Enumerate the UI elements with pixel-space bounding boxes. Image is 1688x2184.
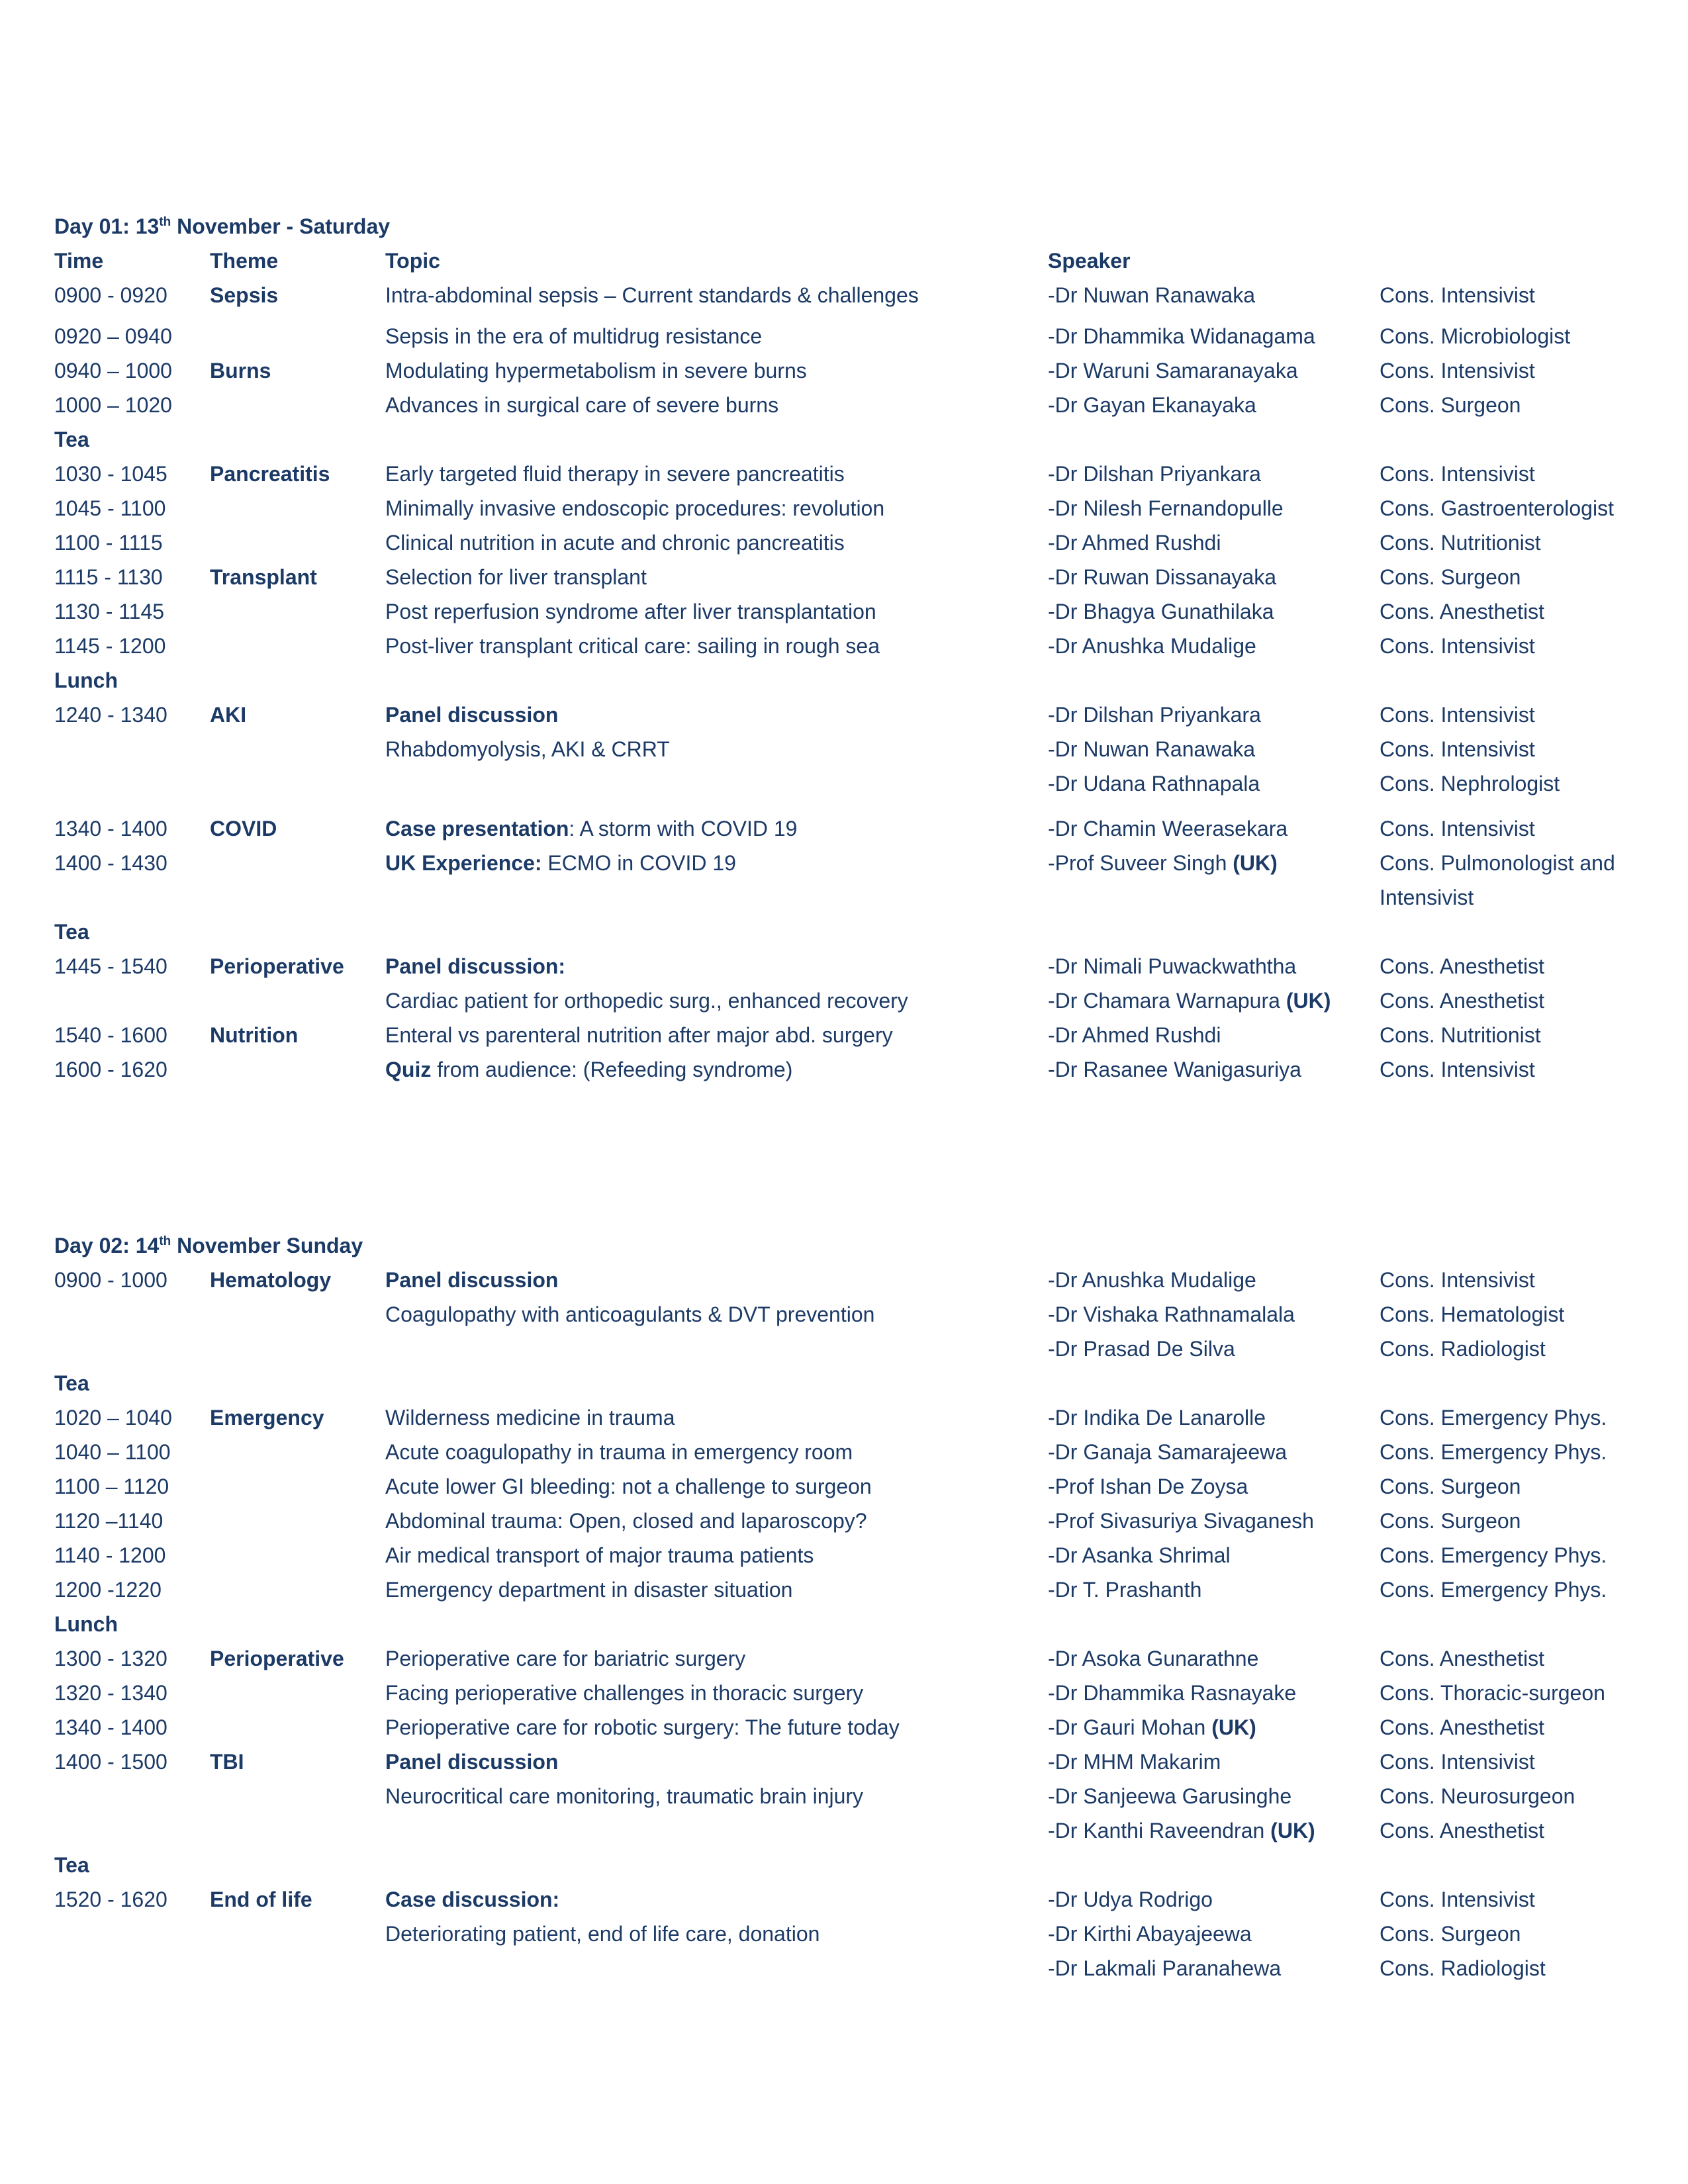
topic-text: ECMO in COVID 19 bbox=[541, 851, 736, 875]
day-title-text bbox=[54, 209, 390, 244]
speaker bbox=[1048, 1263, 1256, 1297]
speaker bbox=[1048, 1951, 1281, 1985]
schedule-row bbox=[0, 1951, 1688, 1985]
speaker-name: -Dr Anushka Mudalige bbox=[1048, 1268, 1256, 1292]
speaker bbox=[1048, 1538, 1231, 1572]
time-slot: 1320 - 1340 bbox=[54, 1681, 167, 1705]
speaker bbox=[1048, 457, 1261, 491]
theme-label: TBI bbox=[210, 1750, 244, 1774]
schedule-row bbox=[0, 1504, 1688, 1538]
speaker-role: Cons. Thoracic-surgeon bbox=[1380, 1681, 1605, 1705]
topic-text: Emergency department in disaster situation bbox=[385, 1578, 793, 1602]
topic bbox=[385, 698, 558, 732]
time-slot: 1140 - 1200 bbox=[54, 1543, 166, 1567]
speaker-name: -Dr T. Prashanth bbox=[1048, 1578, 1202, 1602]
time-slot: 1540 - 1600 bbox=[54, 1023, 167, 1047]
break-label: Tea bbox=[54, 1371, 89, 1395]
time-slot: 1400 - 1430 bbox=[54, 851, 167, 875]
speaker-role: Cons. Anesthetist bbox=[1380, 989, 1545, 1013]
topic bbox=[385, 1018, 893, 1052]
schedule-row bbox=[0, 811, 1688, 846]
topic-text: : A storm with COVID 19 bbox=[569, 817, 798, 841]
time-slot: 1030 - 1045 bbox=[54, 462, 167, 486]
time-slot: 0900 - 1000 bbox=[54, 1268, 167, 1292]
schedule-row bbox=[0, 1538, 1688, 1572]
speaker-name: -Prof Sivasuriya Sivaganesh bbox=[1048, 1509, 1314, 1533]
speaker-name: -Dr Nilesh Fernandopulle bbox=[1048, 496, 1284, 520]
speaker-name: -Dr Gauri Mohan bbox=[1048, 1715, 1212, 1739]
schedule-row bbox=[0, 1400, 1688, 1435]
topic-text: Minimally invasive endoscopic procedures: revolution bbox=[385, 496, 885, 520]
speaker-name: -Dr Rasanee Wanigasuriya bbox=[1048, 1058, 1301, 1081]
topic-text: Deteriorating patient, end of life care, donation bbox=[385, 1922, 820, 1946]
speaker bbox=[1048, 698, 1261, 732]
speaker bbox=[1048, 1813, 1315, 1848]
topic-text: Clinical nutrition in acute and chronic pancreatitis bbox=[385, 531, 845, 555]
topic-emphasis: Case discussion: bbox=[385, 1888, 560, 1911]
speaker-role: Cons. Surgeon bbox=[1380, 1475, 1521, 1498]
speaker-role: Cons. Surgeon bbox=[1380, 393, 1521, 417]
speaker-name: -Dr Prasad De Silva bbox=[1048, 1337, 1235, 1361]
time-slot: 0900 - 0920 bbox=[54, 283, 167, 307]
speaker-name: -Dr Lakmali Paranahewa bbox=[1048, 1956, 1282, 1980]
day-title-main: Day 02: 14 bbox=[54, 1234, 160, 1257]
speaker bbox=[1048, 319, 1315, 353]
speaker-name: -Dr Asoka Gunarathne bbox=[1048, 1647, 1259, 1670]
speaker-role: Cons. Intensivist bbox=[1380, 737, 1535, 761]
speaker-role: Cons. Anesthetist bbox=[1380, 954, 1545, 978]
speaker-role: Cons. Neurosurgeon bbox=[1380, 1784, 1575, 1808]
break-label: Tea bbox=[54, 920, 89, 944]
topic-emphasis: UK Experience: bbox=[385, 851, 542, 875]
topic-text: Early targeted fluid therapy in severe pancreatitis bbox=[385, 462, 845, 486]
speaker-role: Cons. Surgeon bbox=[1380, 1922, 1521, 1946]
topic bbox=[385, 1263, 558, 1297]
day-title-sup: th bbox=[159, 215, 171, 229]
speaker bbox=[1048, 1917, 1252, 1951]
speaker-country-tag: (UK) bbox=[1211, 1715, 1256, 1739]
schedule-row bbox=[0, 388, 1688, 422]
schedule-row bbox=[0, 698, 1688, 732]
topic bbox=[385, 1052, 792, 1087]
topic bbox=[385, 846, 736, 880]
speaker bbox=[1048, 1332, 1235, 1366]
schedule-row bbox=[0, 594, 1688, 629]
topic-text: Acute coagulopathy in trauma in emergency room bbox=[385, 1440, 853, 1464]
speaker bbox=[1048, 1018, 1221, 1052]
topic-text: Facing perioperative challenges in thoracic surgery bbox=[385, 1681, 864, 1705]
break-row bbox=[0, 1607, 1688, 1641]
speaker-name: -Dr Nuwan Ranawaka bbox=[1048, 283, 1256, 307]
speaker-name: -Dr Ruwan Dissanayaka bbox=[1048, 565, 1277, 589]
topic bbox=[385, 525, 845, 560]
speaker-name: -Dr Nimali Puwackwaththa bbox=[1048, 954, 1297, 978]
topic-text: Neurocritical care monitoring, traumatic brain injury bbox=[385, 1784, 864, 1808]
time-slot: 1045 - 1100 bbox=[54, 496, 166, 520]
schedule-row bbox=[0, 1469, 1688, 1504]
speaker-role: Cons. Emergency Phys. bbox=[1380, 1578, 1607, 1602]
time-slot: 1240 - 1340 bbox=[54, 703, 167, 727]
break-row bbox=[0, 663, 1688, 698]
speaker-role: Cons. Intensivist bbox=[1380, 462, 1535, 486]
topic bbox=[385, 983, 908, 1018]
header-speaker: Speaker bbox=[1048, 249, 1131, 273]
speaker bbox=[1048, 1882, 1213, 1917]
time-slot: 1445 - 1540 bbox=[54, 954, 167, 978]
topic-text: Intra-abdominal sepsis – Current standards & challenges bbox=[385, 283, 919, 307]
speaker-name: -Dr Ahmed Rushdi bbox=[1048, 531, 1221, 555]
topic bbox=[385, 949, 565, 983]
schedule-row bbox=[0, 525, 1688, 560]
topic bbox=[385, 1882, 559, 1917]
topic bbox=[385, 629, 880, 663]
schedule-row bbox=[0, 1052, 1688, 1087]
speaker-role: Cons. Nephrologist bbox=[1380, 772, 1560, 796]
schedule-row bbox=[0, 1332, 1688, 1366]
topic-emphasis: Panel discussion bbox=[385, 1268, 559, 1292]
topic-emphasis: Quiz bbox=[385, 1058, 432, 1081]
day-title-main: Day 01: 13 bbox=[54, 214, 160, 238]
time-slot: 1115 - 1130 bbox=[54, 565, 163, 589]
schedule-row bbox=[0, 353, 1688, 388]
topic bbox=[385, 1469, 872, 1504]
topic bbox=[385, 319, 762, 353]
topic-text: Selection for liver transplant bbox=[385, 565, 647, 589]
speaker-role: Intensivist bbox=[1380, 886, 1474, 909]
topic-text: Sepsis in the era of multidrug resistance bbox=[385, 324, 763, 348]
time-slot: 1340 - 1400 bbox=[54, 1715, 167, 1739]
speaker-role: Cons. Anesthetist bbox=[1380, 1819, 1545, 1843]
schedule-row bbox=[0, 1297, 1688, 1332]
schedule-row bbox=[0, 983, 1688, 1018]
time-slot: 1600 - 1620 bbox=[54, 1058, 167, 1081]
speaker bbox=[1048, 388, 1256, 422]
speaker bbox=[1048, 846, 1278, 880]
header-topic: Topic bbox=[385, 249, 440, 273]
schedule-row bbox=[0, 278, 1688, 312]
break-label: Tea bbox=[54, 1853, 89, 1877]
schedule-row bbox=[0, 491, 1688, 525]
topic-text: Abdominal trauma: Open, closed and laparoscopy? bbox=[385, 1509, 867, 1533]
topic bbox=[385, 1435, 853, 1469]
speaker-country-tag: (UK) bbox=[1270, 1819, 1315, 1843]
schedule-row bbox=[0, 1018, 1688, 1052]
topic bbox=[385, 1297, 874, 1332]
speaker bbox=[1048, 1572, 1201, 1607]
time-slot: 1120 –1140 bbox=[54, 1509, 164, 1533]
topic bbox=[385, 491, 884, 525]
schedule-row bbox=[0, 560, 1688, 594]
header-time: Time bbox=[54, 249, 104, 273]
theme-label: Nutrition bbox=[210, 1023, 299, 1047]
speaker-name: -Prof Suveer Singh bbox=[1048, 851, 1233, 875]
topic bbox=[385, 1676, 863, 1710]
speaker-role: Cons. Pulmonologist and bbox=[1380, 851, 1615, 875]
topic bbox=[385, 1538, 814, 1572]
theme-label: End of life bbox=[210, 1888, 312, 1911]
speaker-role: Cons. Emergency Phys. bbox=[1380, 1406, 1607, 1430]
schedule-row bbox=[0, 766, 1688, 801]
topic-emphasis: Panel discussion bbox=[385, 703, 559, 727]
speaker bbox=[1048, 491, 1284, 525]
topic-text: Enteral vs parenteral nutrition after major abd. surgery bbox=[385, 1023, 893, 1047]
speaker-country-tag: (UK) bbox=[1286, 989, 1331, 1013]
speaker-name: -Dr Vishaka Rathnamalala bbox=[1048, 1302, 1295, 1326]
schedule-row bbox=[0, 1917, 1688, 1951]
speaker-name: -Dr Bhagya Gunathilaka bbox=[1048, 600, 1274, 623]
schedule-row bbox=[0, 1641, 1688, 1676]
topic bbox=[385, 732, 670, 766]
topic bbox=[385, 353, 807, 388]
schedule-row bbox=[0, 629, 1688, 663]
topic bbox=[385, 1572, 792, 1607]
speaker-role: Cons. Intensivist bbox=[1380, 359, 1535, 383]
speaker bbox=[1048, 525, 1221, 560]
topic bbox=[385, 457, 845, 491]
time-slot: 1040 – 1100 bbox=[54, 1440, 171, 1464]
theme-label: COVID bbox=[210, 817, 277, 841]
time-slot: 1300 - 1320 bbox=[54, 1647, 167, 1670]
speaker-name: -Dr Dilshan Priyankara bbox=[1048, 703, 1261, 727]
day-title bbox=[0, 209, 1688, 244]
topic bbox=[385, 1710, 900, 1745]
time-slot: 1400 - 1500 bbox=[54, 1750, 167, 1774]
speaker-name: -Dr Udya Rodrigo bbox=[1048, 1888, 1213, 1911]
schedule-header bbox=[0, 244, 1688, 278]
speaker-role: Cons. Emergency Phys. bbox=[1380, 1440, 1607, 1464]
time-slot: 1130 - 1145 bbox=[54, 600, 165, 623]
topic-text: Advances in surgical care of severe burns bbox=[385, 393, 779, 417]
topic-text: Post reperfusion syndrome after liver transplantation bbox=[385, 600, 876, 623]
day-title bbox=[0, 1228, 1688, 1263]
speaker bbox=[1048, 1504, 1314, 1538]
topic-text: Post-liver transplant critical care: sailing in rough sea bbox=[385, 634, 880, 658]
topic-text: Coagulopathy with anticoagulants & DVT prevention bbox=[385, 1302, 875, 1326]
schedule-row bbox=[0, 1676, 1688, 1710]
break-label: Tea bbox=[54, 428, 89, 451]
speaker-name: -Dr Kirthi Abayajeewa bbox=[1048, 1922, 1252, 1946]
theme-label: Pancreatitis bbox=[210, 462, 330, 486]
theme-label: Transplant bbox=[210, 565, 317, 589]
speaker-country-tag: (UK) bbox=[1233, 851, 1278, 875]
schedule-row bbox=[0, 1745, 1688, 1779]
speaker-name: -Prof Ishan De Zoysa bbox=[1048, 1475, 1248, 1498]
time-slot: 1200 -1220 bbox=[54, 1578, 162, 1602]
topic bbox=[385, 1400, 675, 1435]
theme-label: Burns bbox=[210, 359, 271, 383]
speaker-role: Cons. Surgeon bbox=[1380, 565, 1521, 589]
speaker-role: Cons. Nutritionist bbox=[1380, 1023, 1541, 1047]
speaker bbox=[1048, 1745, 1221, 1779]
day-title-text bbox=[54, 1228, 363, 1263]
speaker bbox=[1048, 766, 1260, 801]
topic-text: Rhabdomyolysis, AKI & CRRT bbox=[385, 737, 670, 761]
topic-emphasis: Case presentation bbox=[385, 817, 569, 841]
speaker-name: -Dr Dilshan Priyankara bbox=[1048, 462, 1261, 486]
topic bbox=[385, 1504, 867, 1538]
speaker-role: Cons. Anesthetist bbox=[1380, 1647, 1545, 1670]
speaker bbox=[1048, 1676, 1296, 1710]
header-theme: Theme bbox=[210, 249, 279, 273]
speaker-role: Cons. Intensivist bbox=[1380, 634, 1535, 658]
theme-label: AKI bbox=[210, 703, 247, 727]
theme-label: Sepsis bbox=[210, 283, 279, 307]
speaker-name: -Dr MHM Makarim bbox=[1048, 1750, 1221, 1774]
speaker bbox=[1048, 811, 1288, 846]
time-slot: 1000 – 1020 bbox=[54, 393, 172, 417]
schedule-row bbox=[0, 1435, 1688, 1469]
speaker-role: Cons. Intensivist bbox=[1380, 1268, 1535, 1292]
topic bbox=[385, 1745, 558, 1779]
schedule-row bbox=[0, 732, 1688, 766]
theme-label: Emergency bbox=[210, 1406, 324, 1430]
speaker-name: -Dr Udana Rathnapala bbox=[1048, 772, 1260, 796]
time-slot: 0940 – 1000 bbox=[54, 359, 172, 383]
break-label: Lunch bbox=[54, 1612, 118, 1636]
speaker-role: Cons. Gastroenterologist bbox=[1380, 496, 1614, 520]
speaker bbox=[1048, 732, 1255, 766]
speaker-name: -Dr Sanjeewa Garusinghe bbox=[1048, 1784, 1292, 1808]
schedule-row bbox=[0, 846, 1688, 880]
time-slot: 1145 - 1200 bbox=[54, 634, 166, 658]
speaker bbox=[1048, 1052, 1301, 1087]
topic-emphasis: Panel discussion bbox=[385, 1750, 559, 1774]
speaker-name: -Dr Ahmed Rushdi bbox=[1048, 1023, 1221, 1047]
speaker bbox=[1048, 1641, 1258, 1676]
break-row bbox=[0, 915, 1688, 949]
day-title-rest: November - Saturday bbox=[171, 214, 391, 238]
speaker-name: -Dr Dhammika Rasnayake bbox=[1048, 1681, 1297, 1705]
speaker bbox=[1048, 1710, 1256, 1745]
time-slot: 1100 – 1120 bbox=[54, 1475, 169, 1498]
speaker bbox=[1048, 353, 1298, 388]
speaker-name: -Dr Waruni Samaranayaka bbox=[1048, 359, 1298, 383]
speaker-role: Cons. Anesthetist bbox=[1380, 600, 1545, 623]
speaker-role: Cons. Surgeon bbox=[1380, 1509, 1521, 1533]
speaker-role: Cons. Intensivist bbox=[1380, 817, 1535, 841]
break-row bbox=[0, 422, 1688, 457]
speaker-role: Cons. Intensivist bbox=[1380, 1750, 1535, 1774]
day-title-rest: November Sunday bbox=[171, 1234, 363, 1257]
speaker bbox=[1048, 983, 1331, 1018]
schedule-row bbox=[0, 1779, 1688, 1813]
time-slot: 1100 - 1115 bbox=[54, 531, 163, 555]
break-row bbox=[0, 1848, 1688, 1882]
speaker-role: Cons. Radiologist bbox=[1380, 1337, 1546, 1361]
topic-text: Perioperative care for robotic surgery: The future today bbox=[385, 1715, 900, 1739]
speaker bbox=[1048, 1400, 1266, 1435]
break-label: Lunch bbox=[54, 668, 118, 692]
speaker-role: Cons. Anesthetist bbox=[1380, 1715, 1545, 1739]
speaker-name: -Dr Chamara Warnapura bbox=[1048, 989, 1286, 1013]
speaker-name: -Dr Gayan Ekanayaka bbox=[1048, 393, 1256, 417]
theme-label: Hematology bbox=[210, 1268, 332, 1292]
speaker bbox=[1048, 278, 1255, 312]
speaker-name: -Dr Chamin Weerasekara bbox=[1048, 817, 1288, 841]
theme-label: Perioperative bbox=[210, 1647, 344, 1670]
topic bbox=[385, 1917, 820, 1951]
schedule-row bbox=[0, 1882, 1688, 1917]
schedule-row bbox=[0, 1572, 1688, 1607]
topic-text: Acute lower GI bleeding: not a challenge to surgeon bbox=[385, 1475, 872, 1498]
topic-text: Air medical transport of major trauma patients bbox=[385, 1543, 814, 1567]
speaker bbox=[1048, 949, 1296, 983]
speaker bbox=[1048, 594, 1274, 629]
speaker bbox=[1048, 1469, 1248, 1504]
time-slot: 1340 - 1400 bbox=[54, 817, 167, 841]
day-title-sup: th bbox=[159, 1234, 171, 1248]
schedule-row bbox=[0, 949, 1688, 983]
topic bbox=[385, 1779, 863, 1813]
schedule-row bbox=[0, 319, 1688, 353]
speaker bbox=[1048, 1297, 1295, 1332]
topic bbox=[385, 388, 778, 422]
topic-text: from audience: (Refeeding syndrome) bbox=[431, 1058, 793, 1081]
topic-text: Modulating hypermetabolism in severe burns bbox=[385, 359, 807, 383]
topic-text: Perioperative care for bariatric surgery bbox=[385, 1647, 746, 1670]
speaker-name: -Dr Anushka Mudalige bbox=[1048, 634, 1256, 658]
schedule-row bbox=[0, 1263, 1688, 1297]
speaker-name: -Dr Dhammika Widanagama bbox=[1048, 324, 1315, 348]
speaker bbox=[1048, 560, 1276, 594]
topic bbox=[385, 594, 876, 629]
schedule-row bbox=[0, 1710, 1688, 1745]
topic-text: Wilderness medicine in trauma bbox=[385, 1406, 675, 1430]
speaker bbox=[1048, 1779, 1291, 1813]
speaker bbox=[1048, 629, 1256, 663]
topic bbox=[385, 1641, 745, 1676]
speaker-role: Cons. Intensivist bbox=[1380, 1058, 1535, 1081]
time-slot: 1020 – 1040 bbox=[54, 1406, 172, 1430]
schedule-row bbox=[0, 1813, 1688, 1848]
break-row bbox=[0, 1366, 1688, 1400]
speaker-name: -Dr Ganaja Samarajeewa bbox=[1048, 1440, 1288, 1464]
speaker-role: Cons. Intensivist bbox=[1380, 703, 1535, 727]
speaker-name: -Dr Indika De Lanarolle bbox=[1048, 1406, 1266, 1430]
speaker-name: -Dr Nuwan Ranawaka bbox=[1048, 737, 1256, 761]
speaker-role: Cons. Intensivist bbox=[1380, 1888, 1535, 1911]
topic bbox=[385, 811, 797, 846]
speaker-name: -Dr Asanka Shrimal bbox=[1048, 1543, 1231, 1567]
speaker bbox=[1048, 1435, 1287, 1469]
speaker-role: Cons. Intensivist bbox=[1380, 283, 1535, 307]
schedule-row bbox=[0, 880, 1688, 915]
speaker-role: Cons. Radiologist bbox=[1380, 1956, 1546, 1980]
speaker-role: Cons. Hematologist bbox=[1380, 1302, 1565, 1326]
speaker-role: Cons. Emergency Phys. bbox=[1380, 1543, 1607, 1567]
theme-label: Perioperative bbox=[210, 954, 344, 978]
topic-text: Cardiac patient for orthopedic surg., enhanced recovery bbox=[385, 989, 908, 1013]
speaker-name: -Dr Kanthi Raveendran bbox=[1048, 1819, 1271, 1843]
speaker-role: Cons. Nutritionist bbox=[1380, 531, 1541, 555]
topic bbox=[385, 560, 647, 594]
topic-emphasis: Panel discussion: bbox=[385, 954, 566, 978]
time-slot: 0920 – 0940 bbox=[54, 324, 172, 348]
time-slot: 1520 - 1620 bbox=[54, 1888, 167, 1911]
topic bbox=[385, 278, 919, 312]
schedule-row bbox=[0, 457, 1688, 491]
speaker-role: Cons. Microbiologist bbox=[1380, 324, 1571, 348]
